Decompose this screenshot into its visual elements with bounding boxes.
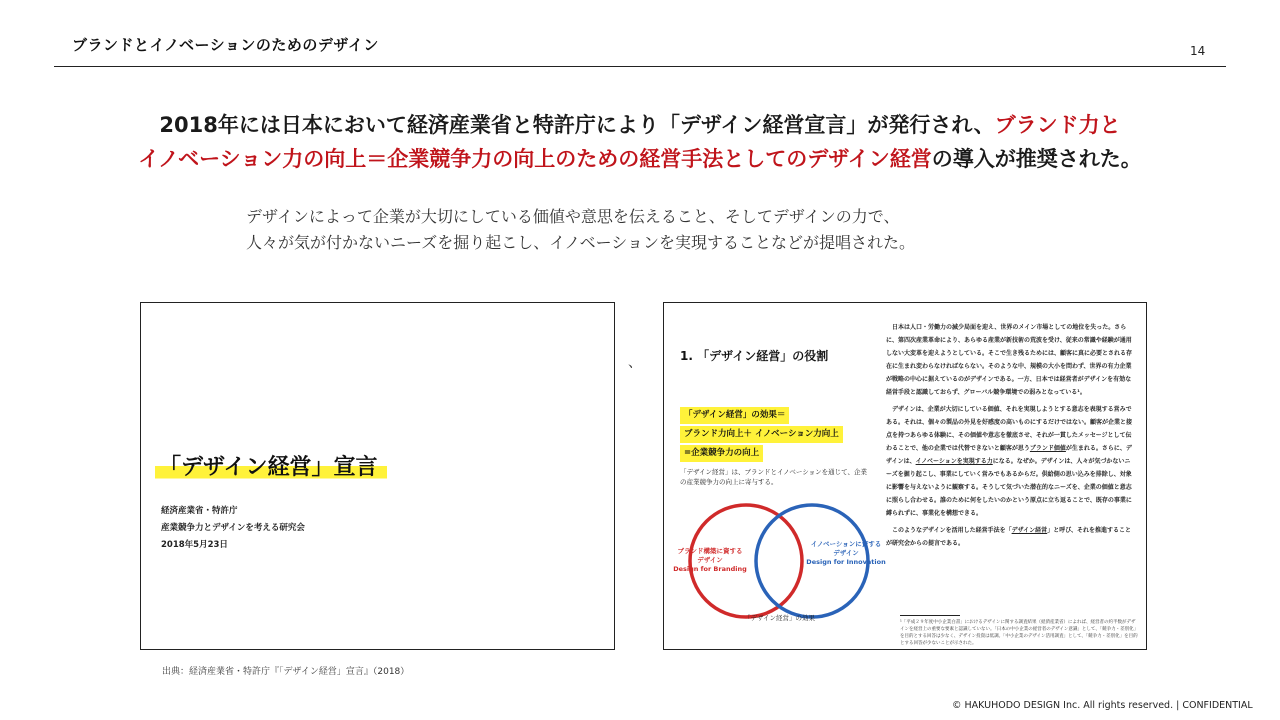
page-number: 14 (1190, 44, 1206, 58)
cover-document-image (140, 302, 615, 650)
article-paragraph-2-text-c: が生まれる。さらに、デザインは、 (886, 445, 1132, 465)
article-footnote: ¹「平成２９年度中小企業白書」におけるデザインに関する調査結果（経済産業省）によれば、経営者の約半数がデザインを経営上の重要な要素と認識していない。「日本の中小企業の経営者のデザイン意識」として、「競争力・差別化」を目的とする回答は少なく、デザイン投資は低調。「中小企業のデザイン活用調査」として、「競争力・差別化」を目的とする回答が少ないことが示された。 (900, 620, 1138, 646)
venn-right-label-2: デザイン (833, 549, 859, 557)
header-divider (54, 66, 1226, 67)
stray-comma: 、 (628, 355, 642, 371)
venn-caption: 「デザイン経営」の効果 (744, 614, 816, 622)
subtext-line-2: 人々が気が付かないニーズを掘り起こし、イノベーションを実現することなどが提唱された。 (246, 233, 915, 252)
article-paragraph-1: 日本は人口・労働力の減少局面を迎え、世界のメイン市場としての地位を失った。さらに、第四次産業革命により、あらゆる産業が新技術の荒波を受け、従来の常識や経験が通用しない大変革を迎えようとしている。そこで生き残るためには、顧客に真に必要とされる存在に生まれ変わらなければならない。そのような中、規模の大小を問わず、世界の有力企業が戦略の中心に据えているのがデザインである。一方、日本では経営者がデザインを有効な経営手段と認識しておらず、グローバル競争環境での弱みとなっている¹。 (886, 324, 1133, 396)
article-paragraph-2-text-e: になる。なぜか。デザインは、人々が気づかないニーズを掘り起こし、事業にしていく営みでもあるからだ。供給側の思い込みを排除し、対象に影響を与えないように観察する。そうして気づいた潜在的なニーズを、企業の価値と意志に照らし合わせる。誰のために何をしたいのかという原点に立ち返ることで、既存の事業に縛られずに、事業化を構想できる。 (886, 458, 1132, 517)
article-paragraph-3 (886, 524, 1136, 550)
venn-left-label-1: ブランド構築に資する (677, 547, 743, 555)
article-section-title: 1. 「デザイン経営」の役割 (680, 349, 829, 363)
article-paragraph-2 (886, 403, 1136, 520)
article-design-management-underline: デザイン経営 (1011, 527, 1048, 534)
cover-title: 「デザイン経営」宣言 (155, 450, 387, 481)
cover-committee: 産業競争力とデザインを考える研究会 (161, 523, 305, 533)
article-body (886, 321, 1136, 554)
copyright-notice: © HAKUHODO DESIGN Inc. All rights reserved. | CONFIDENTIAL (952, 700, 1253, 711)
venn-diagram (670, 493, 888, 631)
headline (40, 108, 1240, 176)
article-paragraph-3-text-c: 」と呼び、それを推進することが研究会からの提言である。 (886, 527, 1131, 547)
headline-highlight-2: イノベーション力の向上＝企業競争力の向上のための経営手法としてのデザイン経営 (138, 147, 932, 171)
headline-part4: の導入が推奨された。 (931, 147, 1142, 171)
cover-meta (161, 503, 305, 554)
header-title: ブランドとイノベーションのためのデザイン (72, 36, 379, 54)
footnote-divider (900, 615, 960, 616)
article-document-image (663, 302, 1147, 650)
article-caption: 「デザイン経営」は、ブランドとイノベーションを通じて、企業の産業競争力の向上に寄与する。 (680, 468, 868, 486)
article-brand-value-underline: ブランド価値 (1029, 445, 1066, 452)
venn-right-label-1: イノベーションに資する (810, 540, 882, 548)
headline-part1: 2018年には日本において経済産業省と特許庁により「デザイン経営宣言」が発行され、 (159, 113, 995, 137)
subtext (246, 204, 1066, 256)
headline-highlight-1: ブランド力と (994, 113, 1121, 137)
article-effect-line-2: ブランド力向上＋ イノベーション力向上 (680, 426, 843, 443)
venn-left-label-en: Design for Branding (673, 565, 747, 573)
source-citation: 出典：経済産業省・特許庁『「デザイン経営」宣言』（2018） (162, 667, 410, 677)
article-innovation-underline: イノベーションを実現する力 (915, 458, 993, 465)
article-paragraph-2-text-a: デザインは、企業が大切にしている価値、それを実現しようとする意志を表現する営みである。それは、個々の製品の外見を好感度の高いものにするだけではない。顧客が企業と接点を持つあらゆる体験に、その価値や意志を徹底させ、それが一貫したメッセージとして伝わることで、他の企業では代替できないと顧客が思う (886, 406, 1133, 452)
article-paragraph-3-text-a: このようなデザインを活用した経営手法を「 (892, 527, 1012, 534)
article-effect-line-1: 「デザイン経営」の効果＝ (680, 407, 789, 424)
cover-publisher: 経済産業省・特許庁 (161, 506, 238, 516)
subtext-line-1: デザインによって企業が大切にしている価値や意思を伝えること、そしてデザインの力で、 (246, 207, 900, 226)
venn-right-label-en: Design for Innovation (806, 558, 886, 566)
cover-date: 2018年5月23日 (161, 540, 228, 550)
article-effect-line-3: =企業競争力の向上 (680, 445, 763, 462)
venn-left-label-2: デザイン (697, 556, 723, 564)
